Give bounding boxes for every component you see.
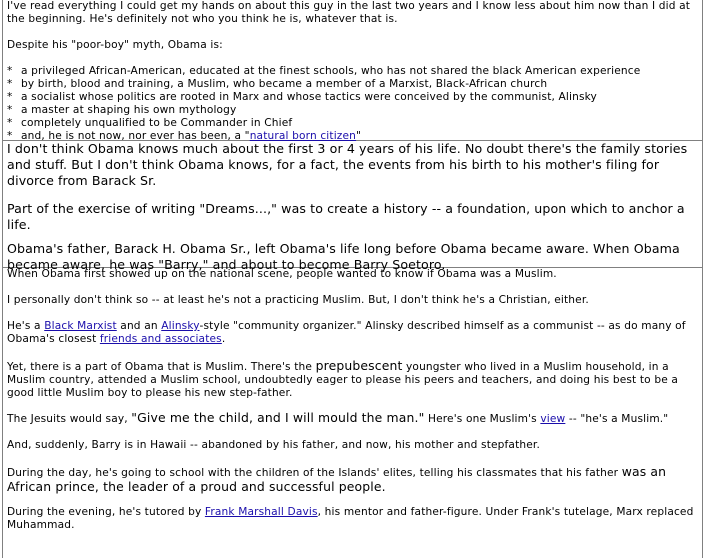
bullet-marker: * [7, 65, 13, 77]
bullet-item: * a socialist whose politics are rooted in Marx and whose tactics were conceived by the communist, Alinsky [7, 91, 597, 103]
early-years-paragraph-2: Part of the exercise of writing "Dreams...," was to create a history -- a foundation, upon which to anchor a life. [7, 201, 685, 232]
muslim-paragraph-5: The Jesuits would say, "Give me the child, and I will mould the man." Here's one Muslim's view -- "he's a Muslim." [7, 410, 669, 425]
muslim-paragraph-3: He's a Black Marxist and an Alinsky-style "community organizer." Alinsky described himself as a communist -- as do many of Obama's closest friends and associates. [7, 320, 686, 345]
natural-born-citizen-link[interactable]: natural born citizen [249, 130, 357, 142]
frank-marshall-davis-link[interactable]: Frank Marshall Davis [204, 506, 318, 518]
bullet-item: * by birth, blood and training, a Muslim, who became a member of a Marxist, Black-African church [7, 78, 548, 90]
article-frame [2, 0, 703, 558]
bullet-item: * a privileged African-American, educated at the finest schools, who has not shared the black American experience [7, 65, 641, 77]
bullet-marker: * [7, 91, 13, 103]
friends-and-associates-link[interactable]: friends and associates [99, 333, 222, 345]
muslim-paragraph-7: During the day, he's going to school with the children of the Islands' elites, telling his classmates that his father was an African prince, the leader of a proud and successful people. [7, 464, 667, 494]
bullet-marker: * [7, 78, 13, 90]
bullet-marker: * [7, 104, 13, 116]
intro-paragraph: I've read everything I could get my hands on about this guy in the last two years and I know less about him now than I did at the beginning. He's definitely not who you think he is, whatever that is. [7, 0, 691, 25]
bullet-marker: * [7, 130, 13, 142]
bullet-marker: * [7, 117, 13, 129]
black-marxist-link[interactable]: Black Marxist [44, 320, 117, 332]
muslim-paragraph-4: Yet, there is a part of Obama that is Muslim. There's the prepubescent youngster who lived in a Muslim household, in a Muslim country, attended a Muslim school, undoubtedly eager to please his peers and teachers, and doing his best to be a good little Muslim boy to please his new step-father. [7, 358, 679, 399]
section-muslim-question [2, 268, 703, 558]
early-years-paragraph-1: I don't think Obama knows much about the first 3 or 4 years of his life. No doubt there's the family stories and stuff. But I don't think Obama knows, for a fact, the events from his birth to his mother's filing for divorce from Barack Sr. [7, 141, 688, 188]
muslim-paragraph-8: During the evening, he's tutored by Frank Marshall Davis, his mentor and father-figure. Under Frank's tutelage, Marx replaced Muhammad. [7, 506, 694, 531]
early-years-paragraph-3: Obama's father, Barack H. Obama Sr., left Obama's life long before Obama became aware. When Obama became aware, he was "Barry," and about to become Barry Soetoro. [7, 241, 680, 272]
muslim-paragraph-6: And, suddenly, Barry is in Hawaii -- abandoned by his father, and now, his mother and stepfather. [7, 439, 540, 451]
section-early-years [2, 141, 703, 272]
bullet-item: * and, he is not now, nor ever has been, a "natural born citizen" [7, 130, 362, 142]
muslim-paragraph-2: I personally don't think so -- at least he's not a practicing Muslim. But, I don't think he's a Christian, either. [7, 294, 589, 306]
lead-paragraph: Despite his "poor-boy" myth, Obama is: [7, 39, 223, 51]
alinsky-link[interactable]: Alinsky [161, 320, 200, 332]
muslim-paragraph-1: When Obama first showed up on the national scene, people wanted to know if Obama was a Muslim. [7, 268, 557, 280]
view-link[interactable]: view [540, 413, 566, 425]
bullet-item: * a master at shaping his own mythology [7, 104, 237, 116]
bullet-item: * completely unqualified to be Commander in Chief [7, 117, 293, 129]
section-poor-boy-myth [2, 0, 703, 141]
